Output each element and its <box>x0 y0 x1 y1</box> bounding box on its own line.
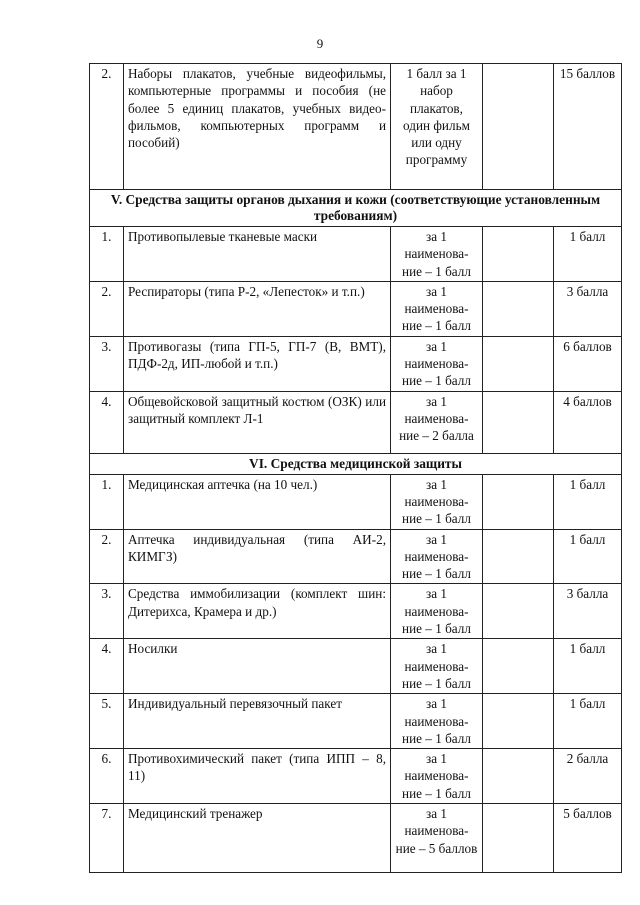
score-rule: за 1 наименова-ние – 5 баллов <box>391 804 483 873</box>
criteria-table <box>89 63 622 873</box>
table-row <box>90 639 622 694</box>
item-description: Противогазы (типа ГП-5, ГП-7 (В, ВМТ), ПДФ-2д, ИП-любой и т.п.) <box>124 336 391 391</box>
item-description: Респираторы (типа Р-2, «Лепесток» и т.п.) <box>124 281 391 336</box>
empty-cell <box>483 749 554 804</box>
max-score: 6 баллов <box>554 336 622 391</box>
item-description: Носилки <box>124 639 391 694</box>
empty-cell <box>483 804 554 873</box>
max-score: 4 баллов <box>554 391 622 453</box>
score-rule: за 1 наименова-ние – 1 балл <box>391 749 483 804</box>
table-row <box>90 804 622 873</box>
row-number: 2. <box>90 529 124 584</box>
max-score: 1 балл <box>554 694 622 749</box>
row-number: 4. <box>90 639 124 694</box>
item-description: Индивидуальный перевязочный пакет <box>124 694 391 749</box>
max-score: 3 балла <box>554 281 622 336</box>
max-score: 2 балла <box>554 749 622 804</box>
row-number: 6. <box>90 749 124 804</box>
empty-cell <box>483 694 554 749</box>
row-number: 1. <box>90 474 124 529</box>
item-description: Противопылевые тканевые маски <box>124 227 391 282</box>
empty-cell <box>483 474 554 529</box>
item-description: Медицинский тренажер <box>124 804 391 873</box>
row-number: 1. <box>90 227 124 282</box>
score-rule: за 1 наименова-ние – 1 балл <box>391 694 483 749</box>
item-description: Аптечка индивидуальная (типа АИ-2, КИМГЗ) <box>124 529 391 584</box>
item-description: Противохимический пакет (типа ИПП – 8, 11) <box>124 749 391 804</box>
score-rule: за 1 наименова-ние – 2 балла <box>391 391 483 453</box>
empty-cell <box>483 391 554 453</box>
row-number: 2. <box>90 281 124 336</box>
table-row <box>90 749 622 804</box>
empty-cell <box>483 584 554 639</box>
max-score: 1 балл <box>554 474 622 529</box>
table-row <box>90 694 622 749</box>
table-row <box>90 474 622 529</box>
row-number: 2. <box>90 64 124 190</box>
max-score: 1 балл <box>554 529 622 584</box>
row-number: 3. <box>90 584 124 639</box>
section-header-row <box>90 190 622 227</box>
score-rule: за 1 наименова-ние – 1 балл <box>391 227 483 282</box>
score-rule: за 1 наименова-ние – 1 балл <box>391 281 483 336</box>
max-score: 1 балл <box>554 639 622 694</box>
row-number: 7. <box>90 804 124 873</box>
empty-cell <box>483 336 554 391</box>
row-number: 5. <box>90 694 124 749</box>
section-title: V. Средства защиты органов дыхания и кожи (соответствующие установленным требованиям) <box>90 190 622 227</box>
table-row <box>90 281 622 336</box>
table-row <box>90 64 622 190</box>
table-row <box>90 336 622 391</box>
item-description: Наборы плакатов, учебные видеофильмы, компьютерные программы и пособия (не более 5 единиц плакатов, учебных видео-фильмов, компьютерных программ и пособий) <box>124 64 391 190</box>
table-row <box>90 391 622 453</box>
empty-cell <box>483 64 554 190</box>
row-number: 4. <box>90 391 124 453</box>
score-rule: за 1 наименова-ние – 1 балл <box>391 639 483 694</box>
max-score: 1 балл <box>554 227 622 282</box>
max-score: 3 балла <box>554 584 622 639</box>
table-row <box>90 529 622 584</box>
score-rule: за 1 наименова-ние – 1 балл <box>391 474 483 529</box>
empty-cell <box>483 281 554 336</box>
score-rule: за 1 наименова-ние – 1 балл <box>391 584 483 639</box>
empty-cell <box>483 529 554 584</box>
item-description: Общевойсковой защитный костюм (ОЗК) или защитный комплект Л-1 <box>124 391 391 453</box>
max-score: 15 баллов <box>554 64 622 190</box>
table-row <box>90 584 622 639</box>
score-rule: 1 балл за 1 набор плакатов, один фильм или одну программу <box>391 64 483 190</box>
item-description: Медицинская аптечка (на 10 чел.) <box>124 474 391 529</box>
row-number: 3. <box>90 336 124 391</box>
empty-cell <box>483 639 554 694</box>
section-header-row <box>90 453 622 474</box>
score-rule: за 1 наименова-ние – 1 балл <box>391 336 483 391</box>
table-row <box>90 227 622 282</box>
max-score: 5 баллов <box>554 804 622 873</box>
score-rule: за 1 наименова-ние – 1 балл <box>391 529 483 584</box>
item-description: Средства иммобилизации (комплект шин: Дитерихса, Крамера и др.) <box>124 584 391 639</box>
empty-cell <box>483 227 554 282</box>
section-title: VI. Средства медицинской защиты <box>90 453 622 474</box>
page-number: 9 <box>316 36 324 51</box>
